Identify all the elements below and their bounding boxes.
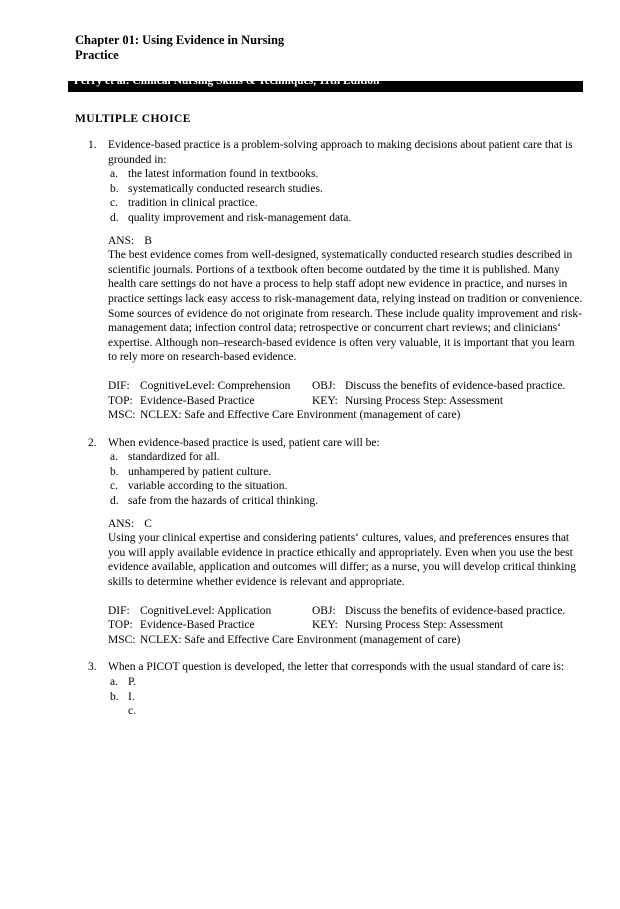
option-letter: b. — [110, 690, 119, 703]
msc-value: NCLEX: Safe and Effective Care Environment (management of care) — [140, 633, 461, 646]
question-stem: When evidence-based practice is used, patient care will be: — [108, 436, 380, 449]
document-page — [0, 33, 620, 909]
chapter-title: Chapter 01: Using Evidence in Nursing Practice — [75, 33, 285, 62]
edition-banner-text: Perry et al: Clinical Nursing Skills & Techniques, 11th Edition — [74, 75, 380, 87]
obj-value: Discuss the benefits of evidence-based practice. — [345, 379, 566, 392]
option-d — [108, 494, 583, 509]
question-3 — [68, 660, 583, 718]
section-heading: MULTIPLE CHOICE — [75, 113, 191, 125]
options — [68, 675, 583, 719]
dif-value: CognitiveLevel: Application — [140, 604, 272, 617]
option-a — [108, 450, 583, 465]
obj-label: OBJ: — [312, 604, 336, 617]
question-metadata — [68, 604, 583, 648]
option-text: standardized for all. — [128, 451, 220, 464]
answer-value: C — [144, 517, 152, 530]
obj-label: OBJ: — [312, 379, 336, 392]
top-label: TOP: — [108, 394, 133, 407]
msc-value: NCLEX: Safe and Effective Care Environment (management of care) — [140, 409, 461, 422]
options — [68, 167, 583, 225]
option-text: c. — [128, 705, 136, 718]
options — [68, 450, 583, 508]
key-label: KEY: — [312, 394, 338, 407]
option-text: tradition in clinical practice. — [128, 197, 258, 210]
option-text: I. — [128, 690, 135, 703]
question-number: 2. — [88, 436, 97, 449]
option-b — [108, 465, 583, 480]
option-c — [108, 704, 583, 719]
msc-label: MSC: — [108, 633, 136, 646]
option-b — [108, 690, 583, 705]
answer-label: ANS: — [108, 234, 135, 247]
top-value: Evidence-Based Practice — [140, 394, 255, 407]
option-text: P. — [128, 676, 136, 688]
key-label: KEY: — [312, 619, 338, 632]
question-stem: Evidence-based practice is a problem-solving approach to making decisions about patient care that is grounded in: — [108, 139, 573, 166]
option-d — [108, 211, 583, 226]
question-metadata — [68, 379, 583, 423]
option-text: the latest information found in textbooks. — [128, 168, 319, 181]
rationale: The best evidence comes from well-designed, systematically conducted research studies described in scientific journals. Portions of a textbook often become outdated by the time it is published. Many health care settings do not have a process to help staff adopt new evidence in practice, and nurses in practice settings lack easy access to risk-management data, relying instead on tradition or convenience. Some sources of evidence do not originate from research. These include quality improvement and risk-management data; infection control data; retrospective or concurrent chart reviews; and clinicians‘ expertise. Although non–research-based evidence is often very valuable, it is important that you learn to rely more on research-based evidence. — [108, 249, 583, 364]
option-letter: b. — [110, 182, 119, 195]
question-number: 3. — [88, 661, 97, 674]
option-text: unhampered by patient culture. — [128, 465, 272, 478]
option-text: systematically conducted research studies. — [128, 182, 323, 195]
option-c — [108, 479, 583, 494]
option-letter: c. — [110, 197, 118, 210]
msc-label: MSC: — [108, 409, 136, 422]
dif-value: CognitiveLevel: Comprehension — [140, 379, 291, 392]
option-letter: d. — [110, 495, 119, 508]
dif-label: DIF: — [108, 604, 130, 617]
dif-label: DIF: — [108, 379, 130, 392]
rationale: Using your clinical expertise and considering patients‘ cultures, values, and preferences ensures that you will apply available evidence in practice ethically and appropriately. Even when you use the best evidence available, application and outcomes will differ; as a nurse, you will develop critical thinking skills to determine whether evidence is relevant and appropriate. — [108, 532, 576, 589]
option-a — [108, 675, 583, 690]
answer-line — [68, 234, 583, 249]
key-value: Nursing Process Step: Assessment — [345, 619, 504, 632]
option-c — [108, 196, 583, 211]
key-value: Nursing Process Step: Assessment — [345, 394, 504, 407]
edition-banner — [68, 75, 583, 92]
option-letter: a. — [110, 451, 118, 464]
option-letter — [110, 704, 128, 719]
question-number: 1. — [88, 139, 97, 151]
option-letter: d. — [110, 211, 119, 224]
option-b — [108, 182, 583, 197]
option-letter: c. — [110, 480, 118, 493]
option-text: safe from the hazards of critical thinking. — [128, 495, 318, 508]
option-letter: a. — [110, 168, 118, 181]
answer-value: B — [144, 234, 152, 247]
option-text: variable according to the situation. — [128, 480, 288, 493]
question-1 — [68, 138, 583, 423]
question-stem: When a PICOT question is developed, the letter that corresponds with the usual standard of care is: — [108, 661, 565, 674]
top-value: Evidence-Based Practice — [140, 619, 255, 632]
answer-line — [68, 517, 583, 532]
obj-value: Discuss the benefits of evidence-based practice. — [345, 604, 566, 617]
answer-label: ANS: — [108, 517, 135, 530]
option-a — [108, 167, 583, 182]
option-letter: a. — [110, 676, 118, 688]
questions-list — [68, 138, 583, 719]
option-letter: b. — [110, 465, 119, 478]
question-2 — [68, 436, 583, 648]
option-text: quality improvement and risk-management data. — [128, 211, 352, 224]
top-label: TOP: — [108, 619, 133, 632]
